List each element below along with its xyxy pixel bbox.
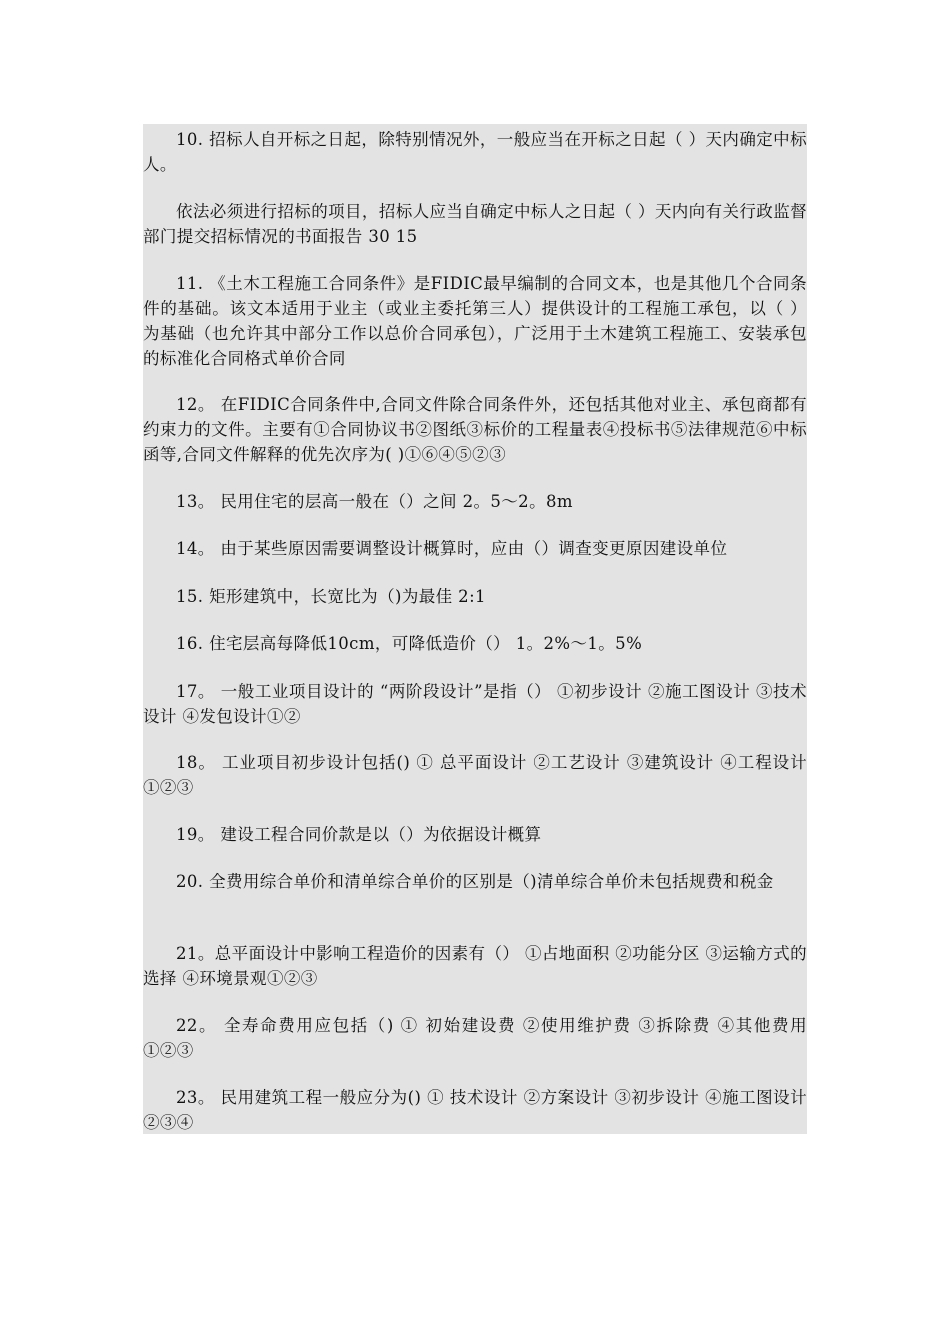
question-20: 20. 全费用综合单价和清单综合单价的区别是（)清单综合单价未包括规费和税金 bbox=[176, 872, 774, 891]
question-10-note: 依法必须进行招标的项目，招标人应当自确定中标人之日起（ ）天内向有关行政监督部门提交招标情况的书面报告 30 15 bbox=[143, 202, 807, 246]
question-23: 23。 民用建筑工程一般应分为() ① 技术设计 ②方案设计 ③初步设计 ④施工图设计②③④ bbox=[143, 1088, 807, 1132]
question-12: 12。 在FIDIC合同条件中,合同文件除合同条件外，还包括其他对业主、承包商都有约束力的文件。主要有①合同协议书②图纸③标价的工程量表④投标书⑤法律规范⑥中标函等,合同文件解释的优先次序为( )①⑥④⑤②③ bbox=[143, 395, 807, 464]
question-22: 22。 全寿命费用应包括（) ① 初始建设费 ②使用维护费 ③拆除费 ④其他费用①②③ bbox=[143, 1016, 807, 1060]
question-15: 15. 矩形建筑中，长宽比为（)为最佳 2:1 bbox=[176, 587, 486, 606]
question-19: 19。 建设工程合同价款是以（）为依据设计概算 bbox=[176, 825, 542, 844]
question-14: 14。 由于某些原因需要调整设计概算时，应由（）调查变更原因建设单位 bbox=[176, 539, 728, 558]
question-10: 10. 招标人自开标之日起，除特别情况外，一般应当在开标之日起（ ）天内确定中标人。 bbox=[143, 130, 807, 174]
question-13: 13。 民用住宅的层高一般在（）之间 2。5～2。8m bbox=[176, 492, 573, 511]
question-16: 16. 住宅层高每降低10cm，可降低造价（） 1。2%～1。5% bbox=[176, 634, 643, 653]
question-17: 17。 一般工业项目设计的 “两阶段设计”是指（） ①初步设计 ②施工图设计 ③技术设计 ④发包设计①② bbox=[143, 682, 807, 726]
document-body bbox=[143, 124, 807, 1134]
question-18: 18。 工业项目初步设计包括() ① 总平面设计 ②工艺设计 ③建筑设计 ④工程设计①②③ bbox=[143, 753, 807, 797]
question-11: 11. 《土木工程施工合同条件》是FIDIC最早编制的合同文本，也是其他几个合同条件的基础。该文本适用于业主（或业主委托第三人）提供设计的工程施工承包，以（ ）为基础（也允许其中部分工作以总价合同承包），广泛用于土木建筑工程施工、安装承包的标准化合同格式单价合同 bbox=[143, 274, 807, 368]
question-21: 21。总平面设计中影响工程造价的因素有（） ①占地面积 ②功能分区 ③运输方式的选择 ④环境景观①②③ bbox=[143, 944, 807, 988]
